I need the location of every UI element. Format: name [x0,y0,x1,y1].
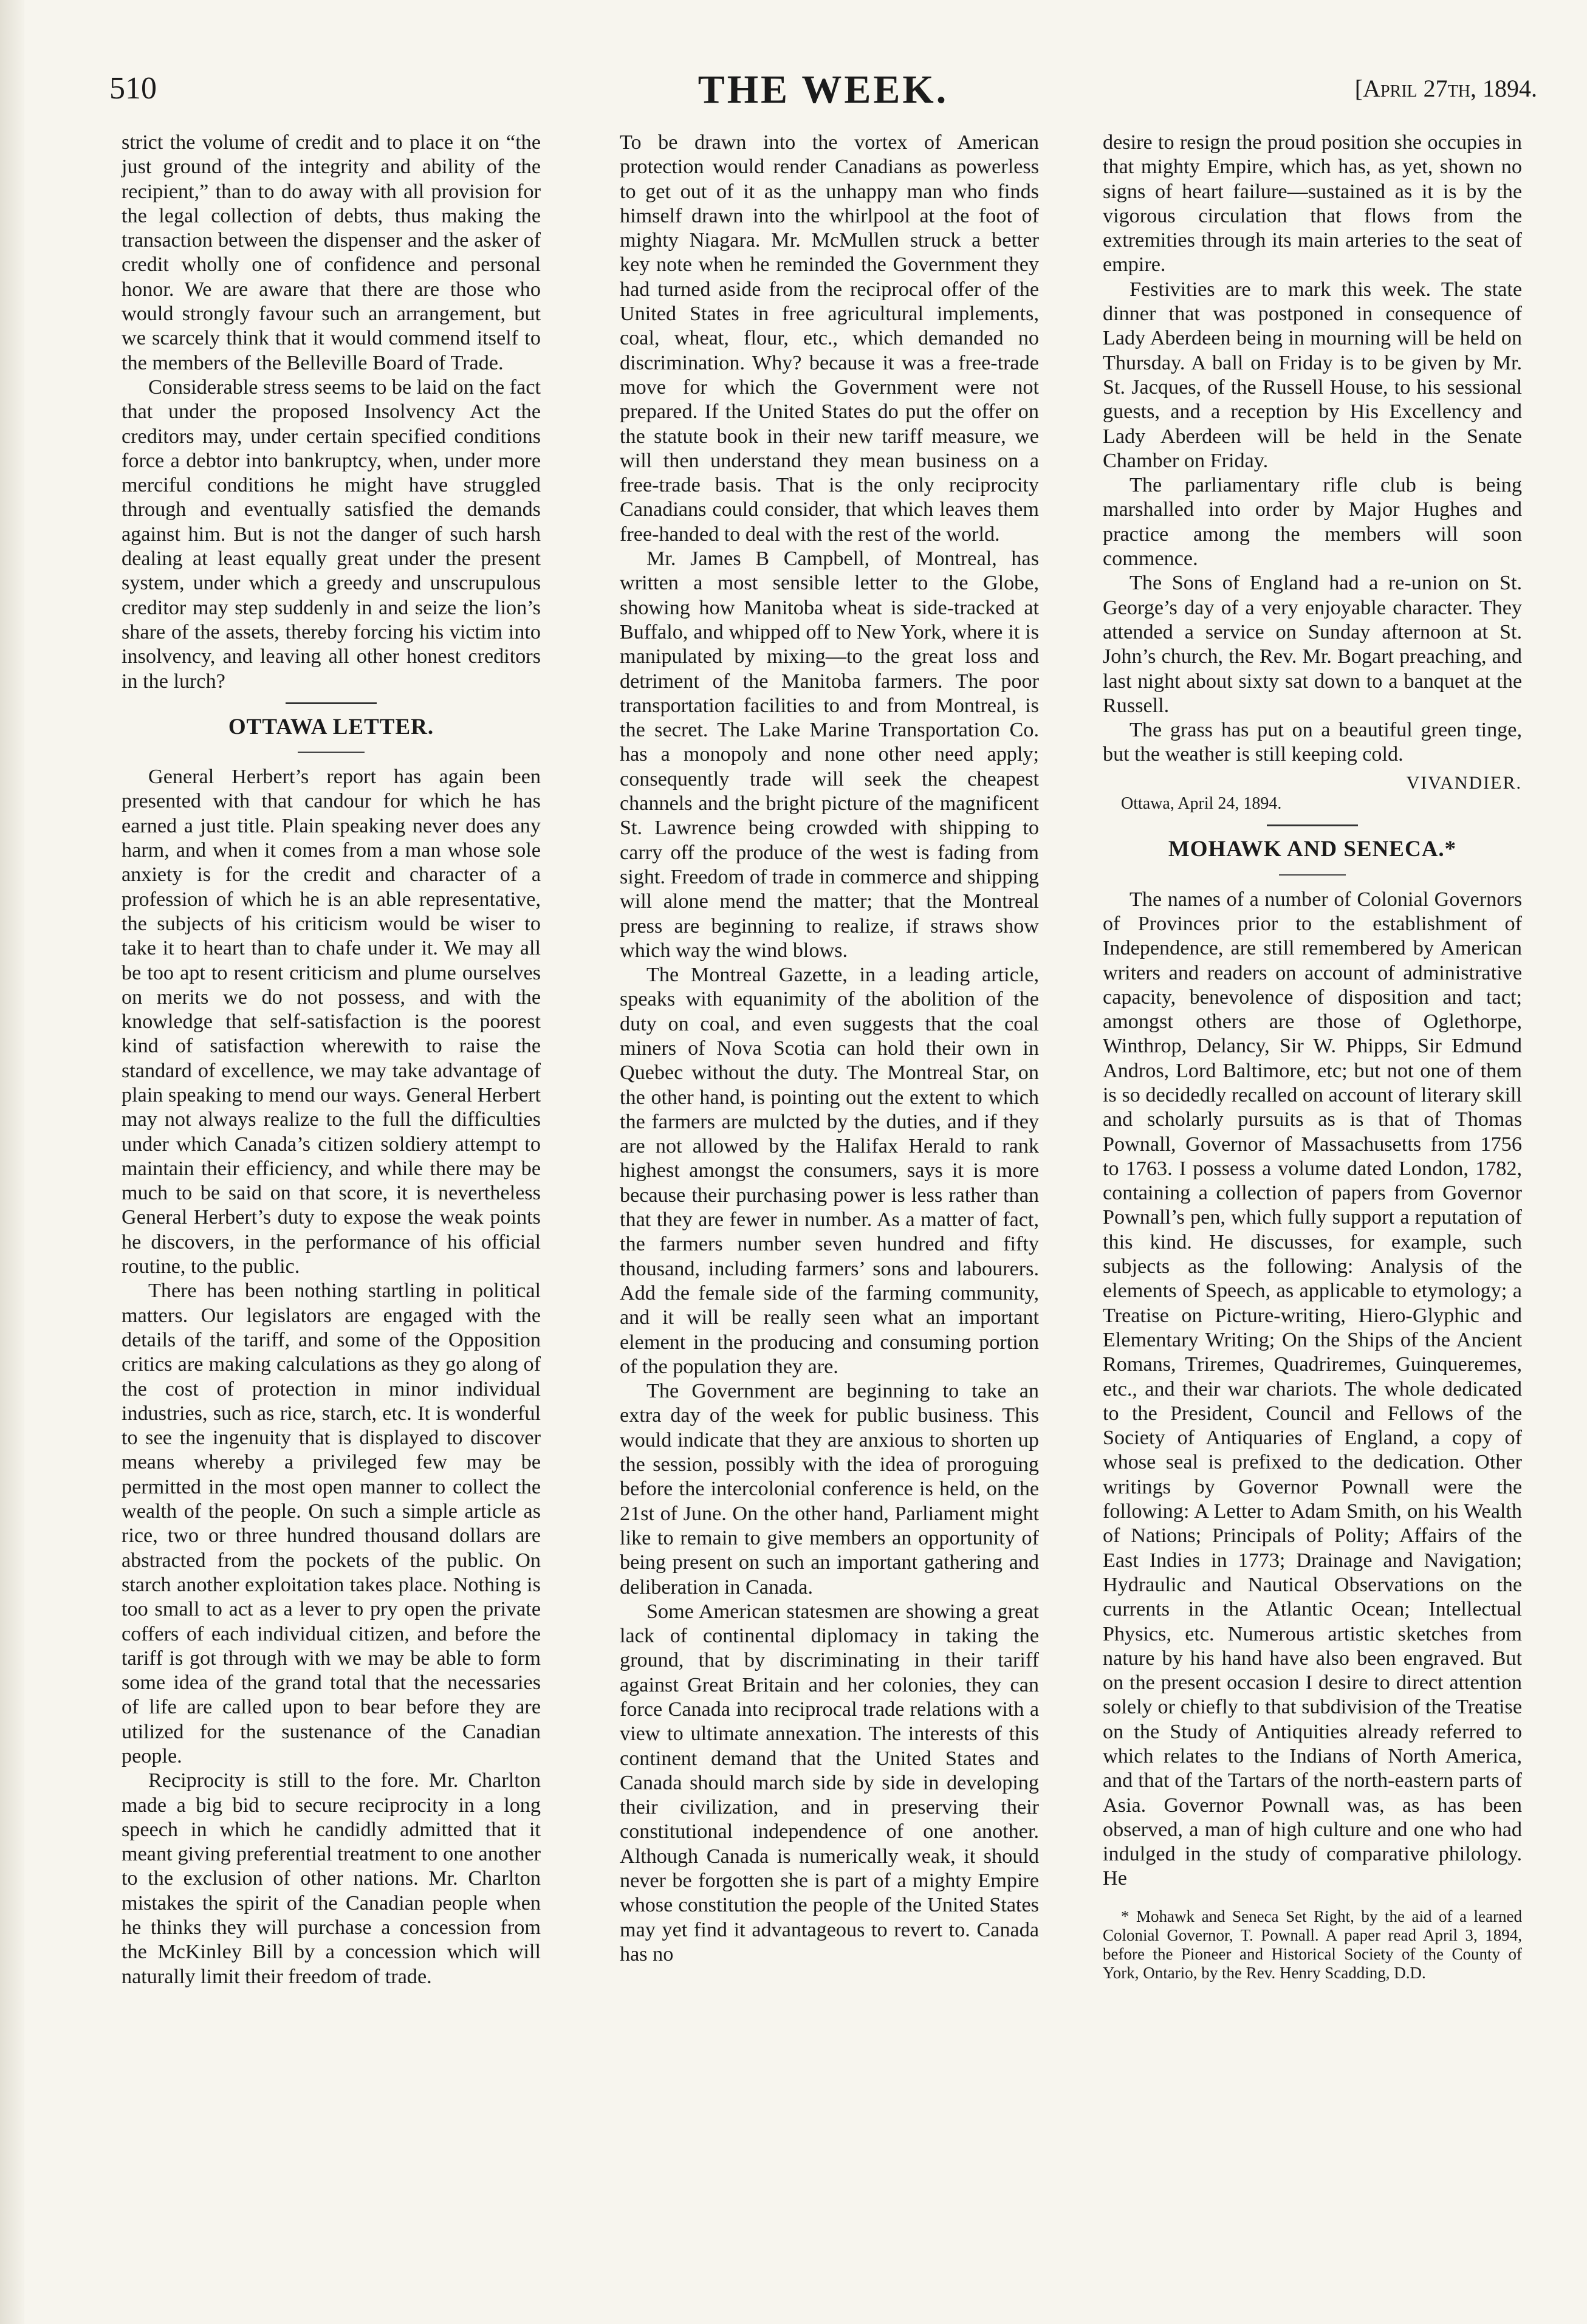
page-edge [0,0,24,2324]
paragraph: The grass has put on a beautiful green tinge, but the weather is still keeping cold. [1103,719,1522,766]
paragraph: strict the volume of credit and to place it on “the just ground of the integrity and ability of the recipient,” than to do away with all provision for the legal collection of debts, thus making the transaction between the dispenser and the asker of credit wholly one of confidence and personal honor. We are aware that there are those who would strongly favour such an arrangement, but we scarcely think that it would commend itself to the members of the Belleville Board of Trade. [122,131,541,374]
dateline: Ottawa, April 24, 1894. [1121,794,1282,814]
issue-date: [April 27th, 1894. [1354,75,1537,102]
paragraph: Reciprocity is still to the fore. Mr. Charlton made a big bid to secure reciprocity in a long speech in which he candidly admitted that it meant giving preferential treatment to one another to the exclusion of other nations. Mr. Charlton mistakes the spirit of the Canadian people when he thinks they will purchase a concession from the McKinley Bill by a concession which will naturally limit their freedom of trade. [122,1769,541,1988]
paragraph: General Herbert’s report has again been presented with that candour for which he has earned a just title. Plain speaking never does any harm, and when it comes from a man whose sole anxiety is for the credit and character of a profession of which he is an able representative, the subjects of his criticism would be wiser to take it to heart than to chafe under it. We may all be too apt to resent criticism and plume ourselves on merits we do not possess, and with the knowledge that self-satisfaction is the poorest kind of satisfaction wherewith to raise the standard of excellence, we may take advantage of plain speaking to mend our ways. General Herbert may not always realize to the full the difficulties under which Canada’s citizen soldiery attempt to maintain their efficiency, and while there may be much to be said on that score, it is nevertheless General Herbert’s duty to expose the weak points he discovers, in the performance of his official routine, to the public. [122,766,541,1278]
paragraph: The Sons of England had a re-union on St. George’s day of a very enjoyable character. They attended a service on Sunday afternoon at St. John’s church, the Rev. Mr. Bogart preaching, and last night about sixty sat down to a banquet at the Russell. [1103,572,1522,717]
paragraph: To be drawn into the vortex of American protection would render Canadians as powerless to get out of it as the unhappy man who finds himself drawn into the whirlpool at the foot of mighty Niagara. Mr. McMullen struck a better key note when he reminded the Government they had turned aside from the reciprocal offer of the United States in free agricultural implements, coal, wheat, flour, etc., which demanded no discrimination. Why? because it was a free-trade move for which the Government were not prepared. If the United States do put the offer on the statute book in their new tariff measure, we will then understand they mean business on a free-trade basis. That is the only reciprocity Canadians could consider, that which leaves them free-handed to deal with the rest of the world. [620,131,1039,546]
paragraph: The Government are beginning to take an extra day of the week for public business. This would indicate that they are anxious to shorten up the session, possibly with the idea of proroguing before the intercolonial conference is held, on the 21st of June. On the other hand, Parliament might like to remain to give members an opportunity of being present on such an important gathering and deliberation in Canada. [620,1380,1039,1599]
footnote: * Mohawk and Seneca Set Right, by the aid of a learned Colonial Governor, T. Pownall. A paper read April 3, 1894, before the Pioneer and Historical Society of the County of York, Ontario, by the Rev. Henry Scadding, D.D. [1103,1907,1522,1982]
section-divider [1267,824,1358,826]
paragraph: There has been nothing startling in political matters. Our legislators are engaged with the details of the tariff, and some of the Opposition critics are making calculations as they go along of the cost of protection in minor individual industries, such as rice, starch, etc. It is wonderful to see the ingenuity that is displayed to discover means whereby a privileged few may be permitted in the most open manner to collect the wealth of the people. On such a simple article as rice, two or three hundred thousand dollars are abstracted from the pockets of the public. On starch another exploitation takes place. Nothing is too small to act as a lever to pry open the private coffers of each individual citizen, and before the tariff is got through with we may be able to form some idea of the grand total that the necessaries of life are called upon to bear before they are utilized for the sustenance of the Canadian people. [122,1280,541,1767]
column-middle [620,131,1039,1967]
page-header [109,67,1537,134]
article-heading: OTTAWA LETTER. [228,714,434,739]
heading-rule [298,752,365,753]
paragraph: The parliamentary rifle club is being marshalled into order by Major Hughes and practice among the members will soon commence. [1103,474,1522,571]
paragraph: Some American statesmen are showing a great lack of continental diplomacy in taking the ground, that by discriminating in their tariff against Great Britain and her colonies, they can force Canada into reciprocal trade relations with a view to ultimate annexation. The interests of this continent demand that the United States and Canada should march side by side in developing their civilization, and in preserving their constitutional independence of one another. Although Canada is numerically weak, it should never be forgotten she is part of a mighty Empire whose constitution the people of the United States may yet find it advantageous to revert to. Canada has no [620,1600,1039,1966]
masthead: THE WEEK. [698,67,949,112]
column-left [122,131,541,1989]
page-number: 510 [109,71,157,106]
paragraph: desire to resign the proud position she occupies in that mighty Empire, which has, as yet, shown no signs of heart failure—sustained as it is by the vigorous circulation that flows from the extremities through its main arteries to the seat of empire. [1103,131,1522,276]
column-right [1103,131,1522,1983]
paragraph: The names of a number of Colonial Governors of Provinces prior to the establishment of Independence, are still remembered by American writers and readers on account of administrative capacity, benevolence of disposition and tact; amongst others are those of Oglethorpe, Winthrop, Delancy, Sir W. Phipps, Sir Edmund Andros, Lord Baltimore, etc; but not one of them is so decidedly recalled on account of literary skill and scholarly pursuits as is that of Thomas Pownall, Governor of Massachusetts from 1756 to 1763. I possess a volume dated London, 1782, containing a collection of papers from Governor Pownall’s pen, which fully support a reputation of this kind. He discusses, for example, such subjects as the following: Analysis of the elements of Speech, as applicable to etymology; a Treatise on Picture-writing, Hiero-Glyphic and Elementary Writing; On the Ships of the Ancient Romans, Triremes, Quadriremes, Guinqueremes, etc., and their war chariots. The whole dedicated to the President, Council and Fellows of the Society of Antiquaries of England, a copy of whose seal is prefixed to the dedication. Other writings by Governor Pownall were the following: A Letter to Adam Smith, on his Wealth of Nations; Principals of Polity; Affairs of the East Indies in 1773; Drainage and Navigation; Hydraulic and Nautical Observations on the currents in the Atlantic Ocean; Intellectual Physics, etc. Numerous artistic sketches from nature by his hand have also been engraved. But on the present occasion I desire to direct attention solely or chiefly to that subdivision of the Treatise on the Study of Antiquities already referred to which relates to the Indians of North America, and that of the Tartars of the north-eastern parts of Asia. Governor Pownall was, as has been observed, a man of high culture and one who had indulged in the study of comparative philology. He [1103,888,1522,1890]
paragraph: Mr. James B Campbell, of Montreal, has written a most sensible letter to the Globe, showing how Manitoba wheat is side-tracked at Buffalo, and whipped off to New York, where it is manipulated by mixing—to the great loss and detriment of the Manitoba farmers. The poor transportation facilities to and from Montreal, is the secret. The Lake Marine Transportation Co. has a monopoly and none other need apply; consequently trade will seek the cheapest channels and the bright picture of the magnificent St. Lawrence being crowded with shipping to carry off the produce of the west is fading from sight. Freedom of trade in commerce and shipping will alone mend the matter; that the Montreal press are beginning to realize, if straws show which way the wind blows. [620,547,1039,962]
heading-rule [1279,874,1346,876]
paragraph: The Montreal Gazette, in a leading article, speaks with equanimity of the abolition of the duty on coal, and even suggests that the coal miners of Nova Scotia can hold their own in Quebec without the duty. The Montreal Star, on the other hand, is pointing out the extent to which the farmers are mulcted by the duties, and if they are not allowed by the Halifax Herald to rank highest amongst the consumers, says it is more because their purchasing power is less rather than that they are fewer in number. As a matter of fact, the farmers number seven hundred and fifty thousand, including farmers’ sons and labourers. Add the female side of the farming community, and it will be really seen what an important element in the producing and consuming portion of the population they are. [620,964,1039,1378]
author-signature: VIVANDIER. [1406,772,1522,793]
article-heading: MOHAWK AND SENECA.* [1168,837,1457,862]
section-divider [286,702,377,704]
paragraph: Festivities are to mark this week. The state dinner that was postponed in consequence of Lady Aberdeen being in mourning will be held on Thursday. A ball on Friday is to be given by Mr. St. Jacques, of the Russell House, to his sessional guests, and a reception by His Excellency and Lady Aberdeen will be held in the Senate Chamber on Friday. [1103,278,1522,472]
paragraph: Considerable stress seems to be laid on the fact that under the proposed Insolvency Act the creditors may, under certain specified conditions force a debtor into bankruptcy, when, under more merciful conditions he might have struggled through and eventually satisfied the demands against him. But is not the danger of such harsh dealing at least equally great under the present system, under which a greedy and unscrupulous creditor may step suddenly in and seize the lion’s share of the assets, thereby forcing his victim into insolvency, and leaving all other honest creditors in the lurch? [122,375,541,693]
